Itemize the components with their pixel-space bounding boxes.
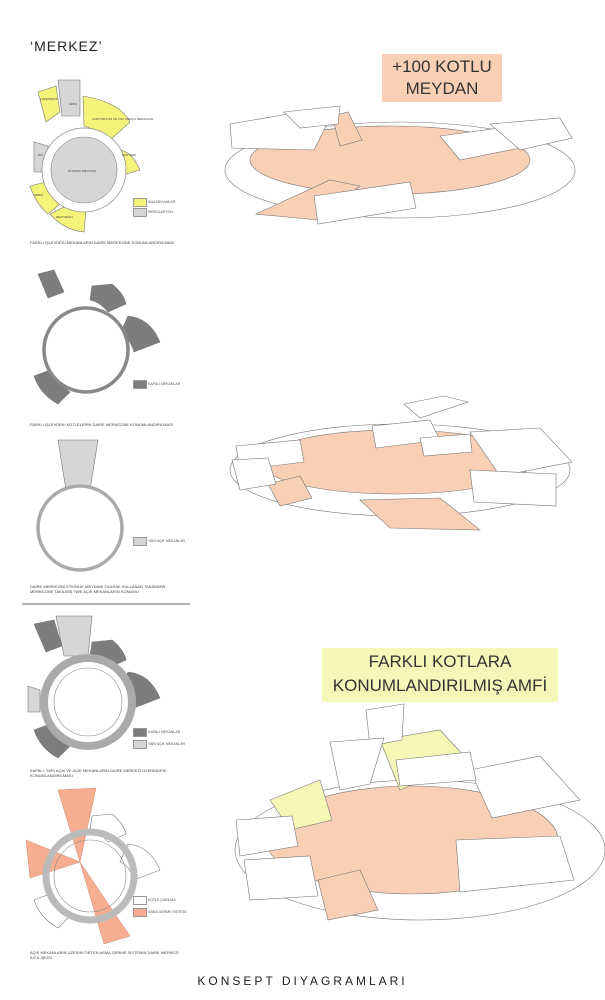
legend-swatch-closed-2 [133,728,147,737]
caption-diagram-3: DAİRE MERKEZİNİ ETKİNLİK MEYDANI OLARAK KULLANAN TASARIMIN MERKEZİNE TAKILMIŞ YARI AÇIK MEKANLARIN KONUMU [30,584,166,594]
legend-label-semiopen: YARI AÇIK MEKANLAR [148,539,186,543]
ring-diagram-5 [26,788,160,944]
axonometric-3 [235,704,605,920]
ring-diagram-3 [38,440,122,570]
legend-label-closed-2: KAPALI MEKANLAR [148,730,181,734]
label-entrance: GİRİŞ [69,102,78,106]
label-multipurpose: AUDİTORYUM VE ÇOK AMAÇLI MEKANLAR [92,117,154,121]
title-bottom-line-1: FARKLI KOTLARA [368,652,512,671]
axonometric-1 [225,106,575,224]
title-bottom-line-2: KONUMLANDIRILMIŞ AMFİ [332,676,548,695]
legend-swatch-semiopen-2 [133,740,147,749]
label-center: ETKİNLİK MEYDANI [68,169,96,173]
legend-swatch-circulation [133,208,147,217]
legend-swatch-semiopen [133,537,147,546]
legend-label-closed: KAPALI MEKANLAR [148,382,181,386]
legend-swatch-mass [133,896,147,905]
legend-label-semiopen-2: YARI AÇIK MEKANLAR [148,742,186,746]
caption-diagram-5: AÇIK MEKANLARIN ÜZERİNİ ÖRTEN ASMA GERME SİSTEMİN DAİRE MERKEZİ İLE İLİŞKİSİ [30,950,179,960]
sector-cafeteria [38,86,60,122]
legend-swatch-main [133,198,147,207]
title-top-line-1: +100 KOTLU [392,57,492,76]
label-wc: WC [38,153,43,157]
axonometric-2 [230,396,572,530]
caption-diagram-2: FARKLI İŞLEVDEKİ KÜTLELERİN DAİRE MERKEZİNE KONUMLANDIRILMASI [30,422,173,427]
legend-swatch-membrane [133,908,147,917]
legend-swatch-closed [133,380,147,389]
label-cafeteria: KAFETERYA [40,97,58,101]
section-title: ‘MERKEZ’ [30,38,103,54]
tension-membrane-top [58,788,96,862]
label-restaurant: RESTORAN [56,215,73,219]
label-buspedi: BUS PEDİ [122,153,137,157]
title-top-line-2: MEYDAN [405,79,479,98]
title-bottom [322,648,558,702]
page-footer: KONSEPT DIYAGRAMLARI [197,974,408,988]
ring-3 [38,486,122,570]
legend-label-mass: KÜTLE ÇAKILMA [148,898,176,902]
sector-entrance [58,80,80,116]
ring-2 [44,308,128,392]
legend-label-main: ANA MEKANLAR [148,200,176,204]
title-top [382,54,502,102]
legend-label-membrane: ASMA GERME SİSTEMİ [148,910,187,914]
legend-label-circulation: SİRKÜLASYON [148,210,173,214]
semi-open-wedge [58,440,98,490]
caption-diagram-4: KAPALI, YARI AÇIK VE AÇIK MEKANLARIN DAİRE MERKEZİ ÜZERİNDEKİ KONUMLANDIRILMASI [30,768,167,778]
label-exhibition: SERGİ [34,193,44,197]
block-top-left [38,270,64,298]
caption-diagram-1: FARKLI İŞLEVDEKİ MEKANLARIN DAİRE MERKEZİNE KONUMLANDIRILMASI [30,240,175,245]
